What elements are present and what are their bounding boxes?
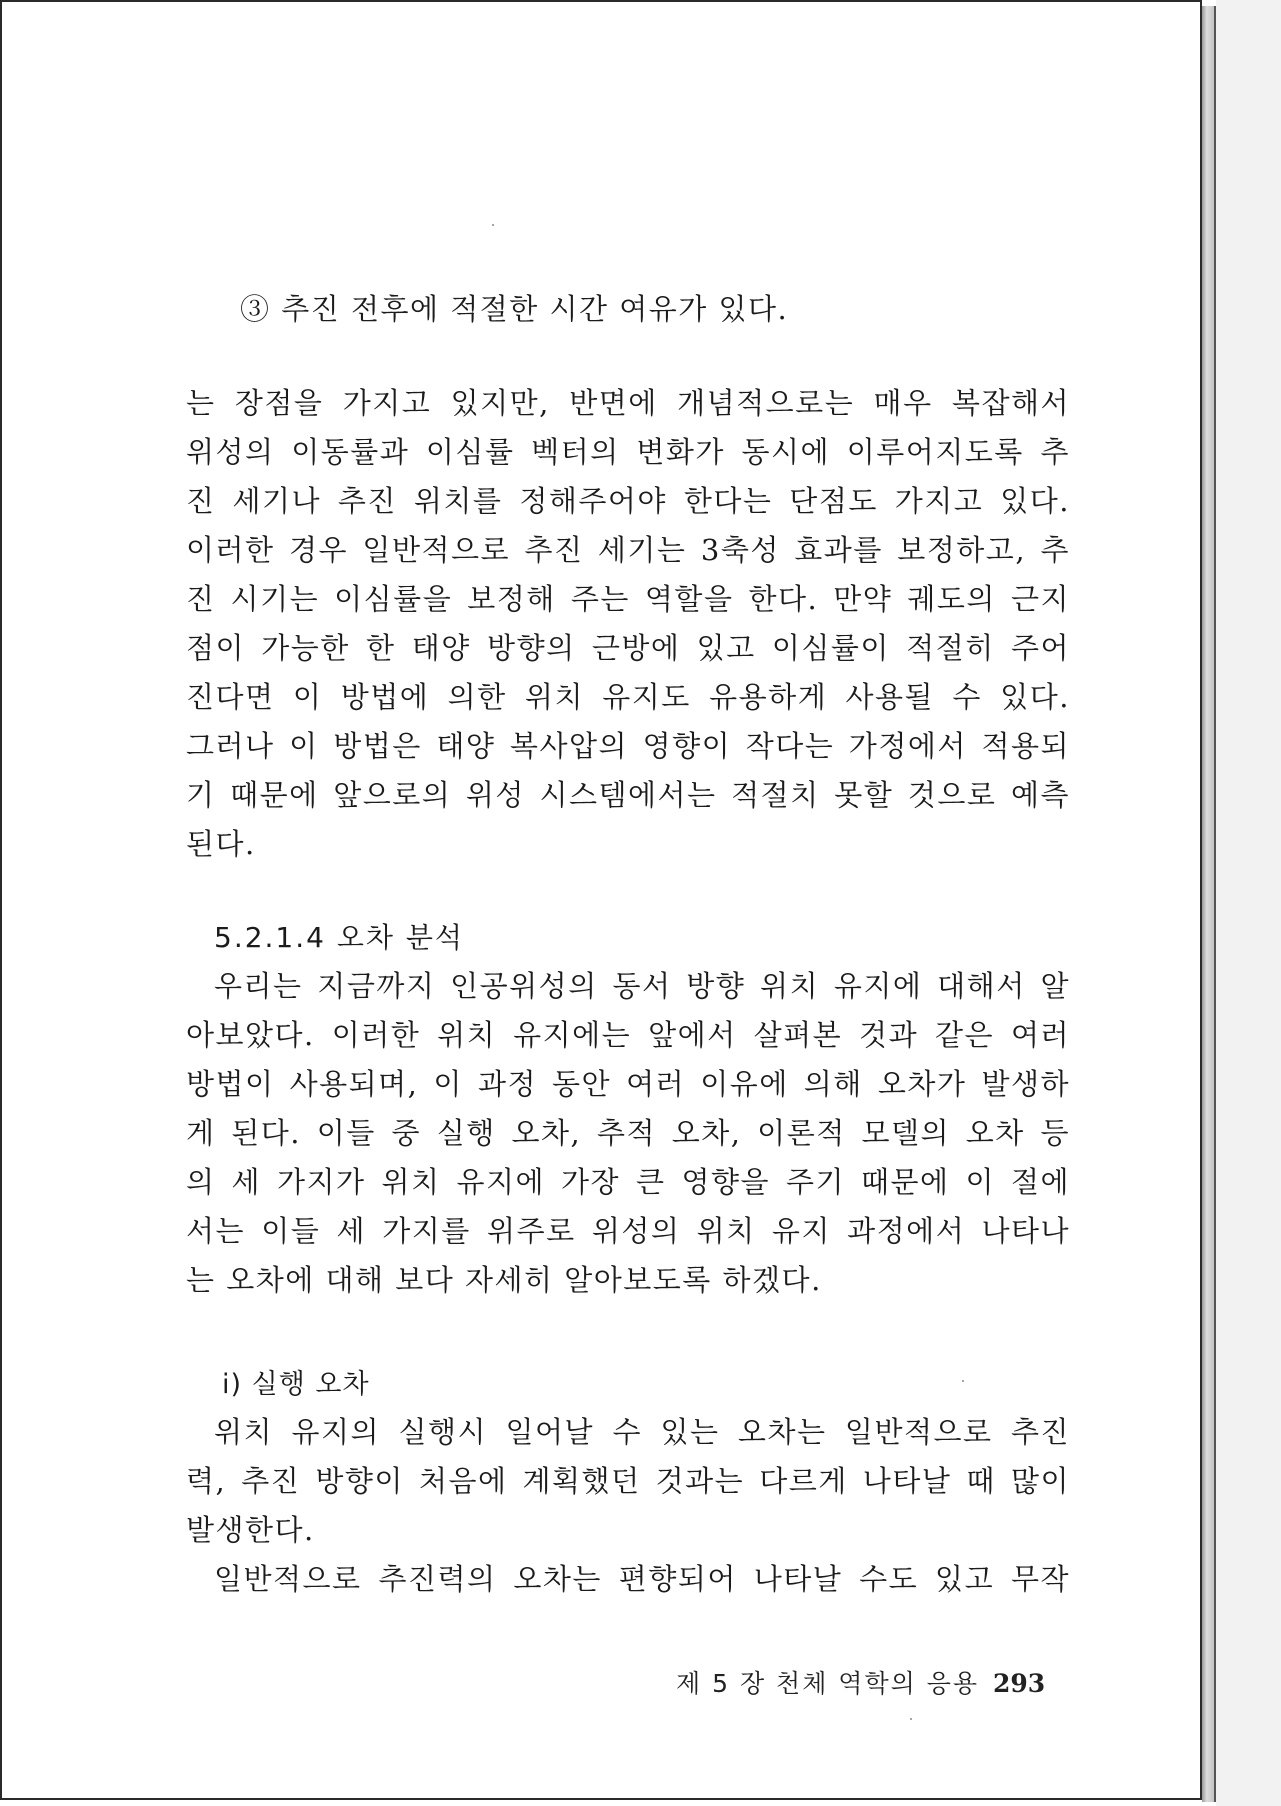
page-background-right xyxy=(1216,0,1281,1806)
footer-chapter-title: 제 5 장 천체 역학의 응용 xyxy=(676,1669,979,1698)
text-line: 진다면 이 방법에 의한 위치 유지도 유용하게 사용될 수 있다. xyxy=(186,680,1070,714)
text-line: 진 시기는 이심률을 보정해 주는 역할을 한다. 만약 궤도의 근지 xyxy=(186,582,1070,616)
text-line: 는 오차에 대해 보다 자세히 알아보도록 하겠다. xyxy=(186,1263,822,1297)
text-line: 는 장점을 가지고 있지만, 반면에 개념적으로는 매우 복잡해서 xyxy=(186,386,1070,420)
text-line: 우리는 지금까지 인공위성의 동서 방향 위치 유지에 대해서 알 xyxy=(214,969,1070,1003)
text-line: 발생한다. xyxy=(186,1513,315,1547)
paragraph-error-analysis-intro xyxy=(186,962,1070,1305)
scan-speck xyxy=(962,1380,964,1382)
list-item-3: ③ 추진 전후에 적절한 시간 여유가 있다. xyxy=(240,292,789,326)
text-line: 된다. xyxy=(186,827,256,861)
text-line: 이러한 경우 일반적으로 추진 세기는 3축성 효과를 보정하고, 추 xyxy=(186,533,1070,567)
text-line: 점이 가능한 한 태양 방향의 근방에 있고 이심률이 적절히 주어 xyxy=(186,631,1070,665)
paragraph-advantages-disadvantages xyxy=(186,379,1070,869)
subsection-heading-execution-error: ⅰ) 실행 오차 xyxy=(222,1369,370,1400)
section-heading-error-analysis: 5.2.1.4 오차 분석 xyxy=(214,921,464,954)
text-line: 의 세 가지가 위치 유지에 가장 큰 영향을 주기 때문에 이 절에 xyxy=(186,1165,1070,1199)
text-line: 아보았다. 이러한 위치 유지에는 앞에서 살펴본 것과 같은 여러 xyxy=(186,1018,1070,1052)
book-spine-edge xyxy=(1202,6,1216,1802)
page-footer xyxy=(676,1664,1045,1700)
text-line: 그러나 이 방법은 태양 복사압의 영향이 작다는 가정에서 적용되 xyxy=(186,729,1070,763)
text-line: 서는 이들 세 가지를 위주로 위성의 위치 유지 과정에서 나타나 xyxy=(186,1214,1070,1248)
scan-speck xyxy=(492,224,494,226)
text-line: 위성의 이동률과 이심률 벡터의 변화가 동시에 이루어지도록 추 xyxy=(186,435,1070,469)
paragraph-execution-error xyxy=(186,1408,1070,1604)
text-line: 방법이 사용되며, 이 과정 동안 여러 이유에 의해 오차가 발생하 xyxy=(186,1067,1070,1101)
scan-speck xyxy=(910,1718,912,1720)
text-line: 진 세기나 추진 위치를 정해주어야 한다는 단점도 가지고 있다. xyxy=(186,484,1070,518)
text-line: 기 때문에 앞으로의 위성 시스템에서는 적절치 못할 것으로 예측 xyxy=(186,778,1070,812)
text-line: 력, 추진 방향이 처음에 계획했던 것과는 다르게 나타날 때 많이 xyxy=(186,1464,1070,1498)
text-line: 위치 유지의 실행시 일어날 수 있는 오차는 일반적으로 추진 xyxy=(214,1415,1070,1449)
page-number: 293 xyxy=(993,1669,1046,1698)
text-line: 게 된다. 이들 중 실행 오차, 추적 오차, 이론적 모델의 오차 등 xyxy=(186,1116,1070,1150)
text-line: 일반적으로 추진력의 오차는 편향되어 나타날 수도 있고 무작 xyxy=(214,1562,1070,1596)
